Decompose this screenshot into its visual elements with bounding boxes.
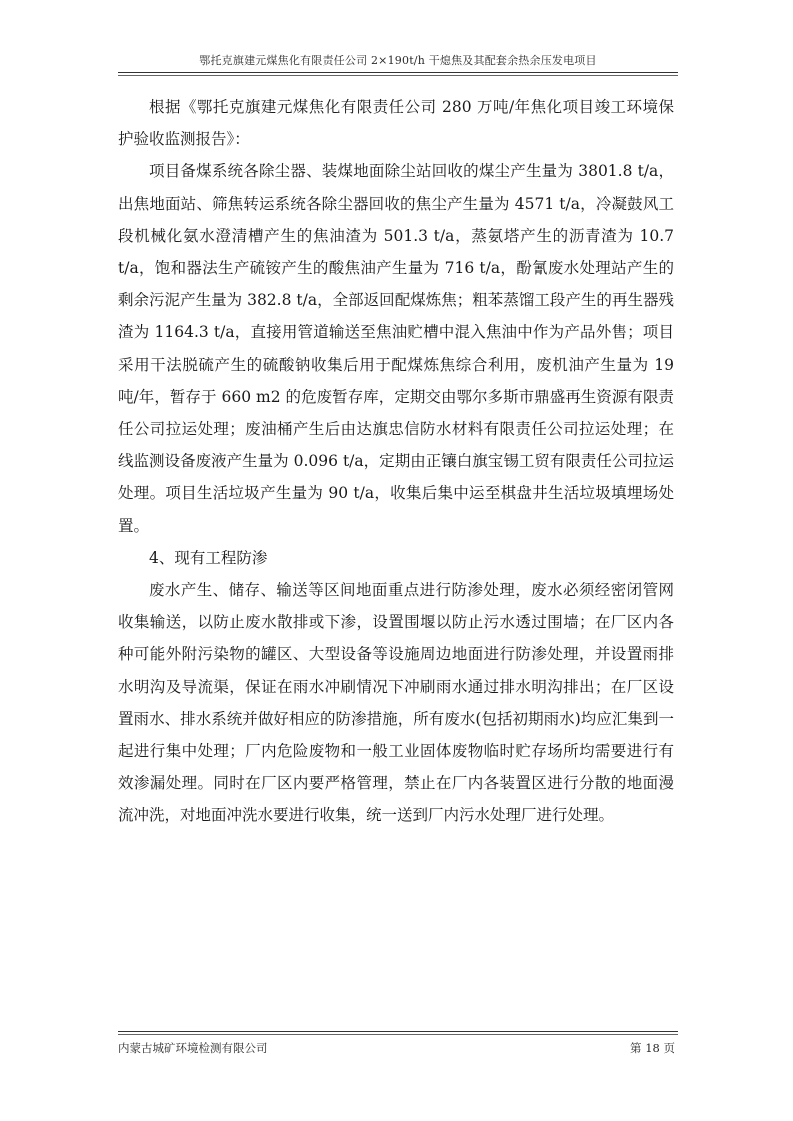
header-divider-thin [118, 75, 678, 76]
footer-divider [118, 1031, 678, 1032]
paragraph-seepage-prevention: 废水产生、储存、输送等区间地面重点进行防渗处理，废水必须经密闭管网收集输送，以防止废水散排或下渗，设置围堰以防止污水透过围墙；在厂区内各种可能外附污染物的罐区、大型设备等设施周边地面进行防渗处理，并设置雨排水明沟及导流渠，保证在雨水冲刷情况下冲刷雨水通过排水明沟排出；在厂区设置雨水、排水系统并做好相应的防渗措施，所有废水(包括初期雨水)均应汇集到一起进行集中处理；厂内危险废物和一般工业固体废物临时贮存场所均需要进行有效渗漏处理。同时在厂区内要严格管理，禁止在厂内各装置区进行分散的地面漫流冲洗，对地面冲洗水要进行收集，统一送到厂内污水处理厂进行处理。 [118, 581, 674, 825]
footer-divider-thin [118, 1034, 678, 1035]
section-heading-seepage-prevention: 4、现有工程防渗 [149, 548, 268, 567]
paragraph-solid-waste: 项目备煤系统各除尘器、装煤地面除尘站回收的煤尘产生量为 3801.8 t/a，出焦地面站、筛焦转运系统各除尘器回收的焦尘产生量为 4571 t/a，冷凝鼓风工段机械化氨水澄清槽产生的焦油渣为 501.3 t/a，蒸氨塔产生的沥青渣为 10.7 t/a，饱和器法生产硫铵产生的酸焦油产生量为 716 t/a，酚氰废水处理站产生的剩余污泥产生量为 382.8 t/a，全部返回配煤炼焦；粗苯蒸馏工段产生的再生器残渣为 1164.3 t/a，直接用管道输送至焦油贮槽中混入焦油中作为产品外售；项目采用干法脱硫产生的硫酸钠收集后用于配煤炼焦综合利用，废机油产生量为 19 吨/年，暂存于 660 m2 的危废暂存库，定期交由鄂尔多斯市鼎盛再生资源有限责任公司拉运处理；废油桶产生后由达旗忠信防水材料有限责任公司拉运处理；在线监测设备废液产生量为 0.096 t/a，定期由正镶白旗宝锡工贸有限责任公司拉运处理。项目生活垃圾产生量为 90 t/a，收集后集中运至棋盘井生活垃圾填埋场处置。 [118, 162, 674, 535]
running-header: 鄂托克旗建元煤焦化有限责任公司 2×190t/h 干熄焦及其配套余热余压发电项目 [199, 54, 597, 67]
footer-company: 内蒙古城矿环境检测有限公司 [118, 1041, 268, 1055]
page-number: 第 18 页 [630, 1041, 675, 1055]
document-body [118, 91, 674, 832]
paragraph-source-citation: 根据《鄂托克旗建元煤焦化有限责任公司 280 万吨/年焦化项目竣工环境保护验收监测报告》： [118, 98, 674, 149]
header-divider [118, 72, 678, 73]
